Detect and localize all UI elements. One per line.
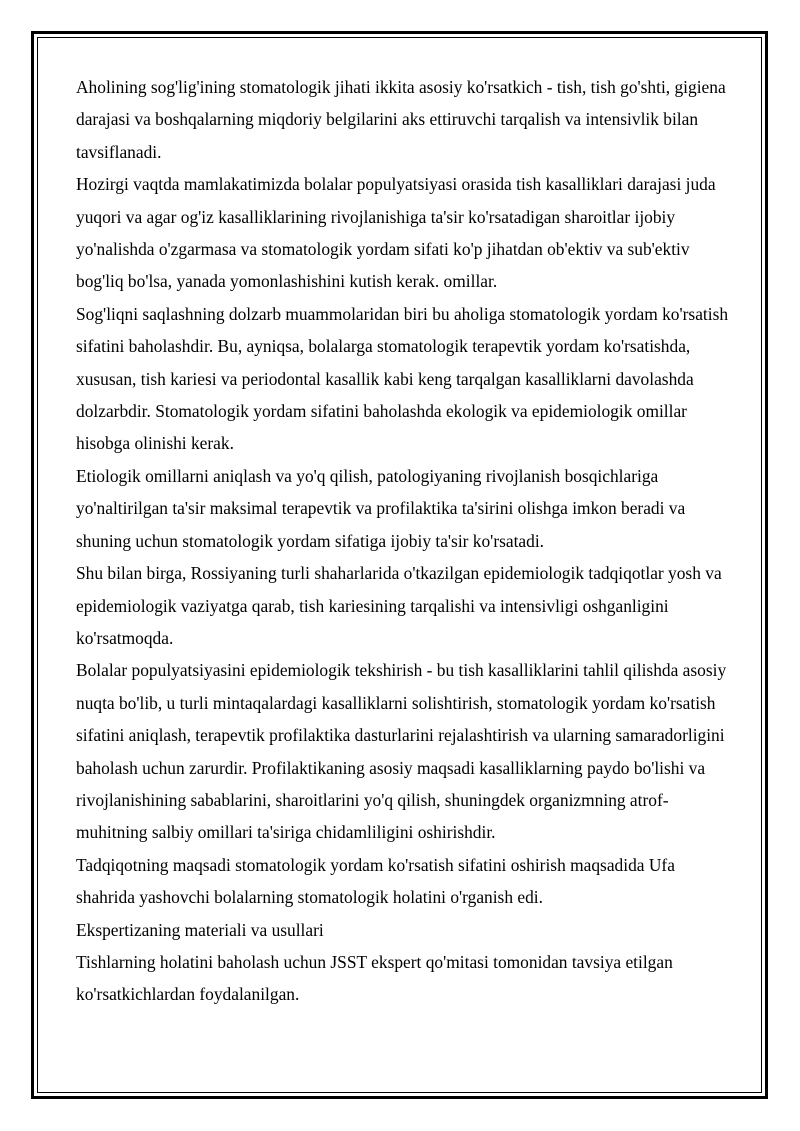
paragraph: Sog'liqni saqlashning dolzarb muammolaridan biri bu aholiga stomatologik yordam ko'rsatish sifatini baholashdir. Bu, ayniqsa, bolalarga stomatologik terapevtik yordam ko'rsatishda, xususan, tish kariesi va periodontal kasallik kabi keng tarqalgan kasalliklarni davolashda dolzarbdir. Stomatologik yordam sifatini baholashda ekologik va epidemiologik omillar hisobga olinishi kerak. — [76, 303, 729, 454]
paragraph: Tadqiqotning maqsadi stomatologik yordam ko'rsatish sifatini oshirish maqsadida Ufa shahrida yashovchi bolalarning stomatologik holatini o'rganish edi. — [76, 854, 675, 908]
document-body — [76, 71, 736, 1011]
paragraph: Etiologik omillarni aniqlash va yo'q qilish, patologiyaning rivojlanish bosqichlariga yo'naltirilgan ta'sir maksimal terapevtik va profilaktika ta'sirini olishga imkon beradi va shuning uchun stomatologik yordam sifatiga ijobiy ta'sir ko'rsatadi. — [76, 465, 686, 551]
paragraph: Bolalar populyatsiyasini epidemiologik tekshirish - bu tish kasalliklarini tahlil qilishda asosiy nuqta bo'lib, u turli mintaqalardagi kasalliklarni solishtirish, stomatologik yordam ko'rsatish sifatini aniqlash, terapevtik profilaktika dasturlarini rejalashtirish va ularning samaradorligini baholash uchun zarurdir. Profilaktikaning asosiy maqsadi kasalliklarning paydo bo'lishi va rivojlanishining sabablarini, sharoitlarini yo'q qilish, shuningdek organizmning atrof-muhitning salbiy omillari ta'siriga chidamliligini oshirishdir. — [76, 660, 727, 843]
paragraph: Shu bilan birga, Rossiyaning turli shaharlarida o'tkazilgan epidemiologik tadqiqotlar yosh va epidemiologik vaziyatga qarab, tish kariesining tarqalishi va intensivligi oshganligini ko'rsatmoqda. — [76, 563, 722, 648]
paragraph: Tishlarning holatini baholash uchun JSST ekspert qo'mitasi tomonidan tavsiya etilgan ko'rsatkichlardan foydalanilgan. — [76, 951, 673, 1005]
paragraph: Hozirgi vaqtda mamlakatimizda bolalar populyatsiyasi orasida tish kasalliklari darajasi juda yuqori va agar og'iz kasalliklarining rivojlanishiga ta'sir ko'rsatadigan sharoitlar ijobiy yo'nalishda o'zgarmasa va stomatologik yordam sifati ko'p jihatdan ob'ektiv va sub'ektiv bog'liq bo'lsa, yanada yomonlashishini kutish kerak. omillar. — [76, 174, 716, 292]
section-heading: Ekspertizaning materiali va usullari — [76, 919, 324, 940]
paragraph: Aholining sog'lig'ining stomatologik jihati ikkita asosiy ko'rsatkich - tish, tish go'shti, gigiena darajasi va boshqalarning miqdoriy belgilarini aks ettiruvchi tarqalish va intensivlik bilan tavsiflanadi. — [76, 77, 726, 162]
